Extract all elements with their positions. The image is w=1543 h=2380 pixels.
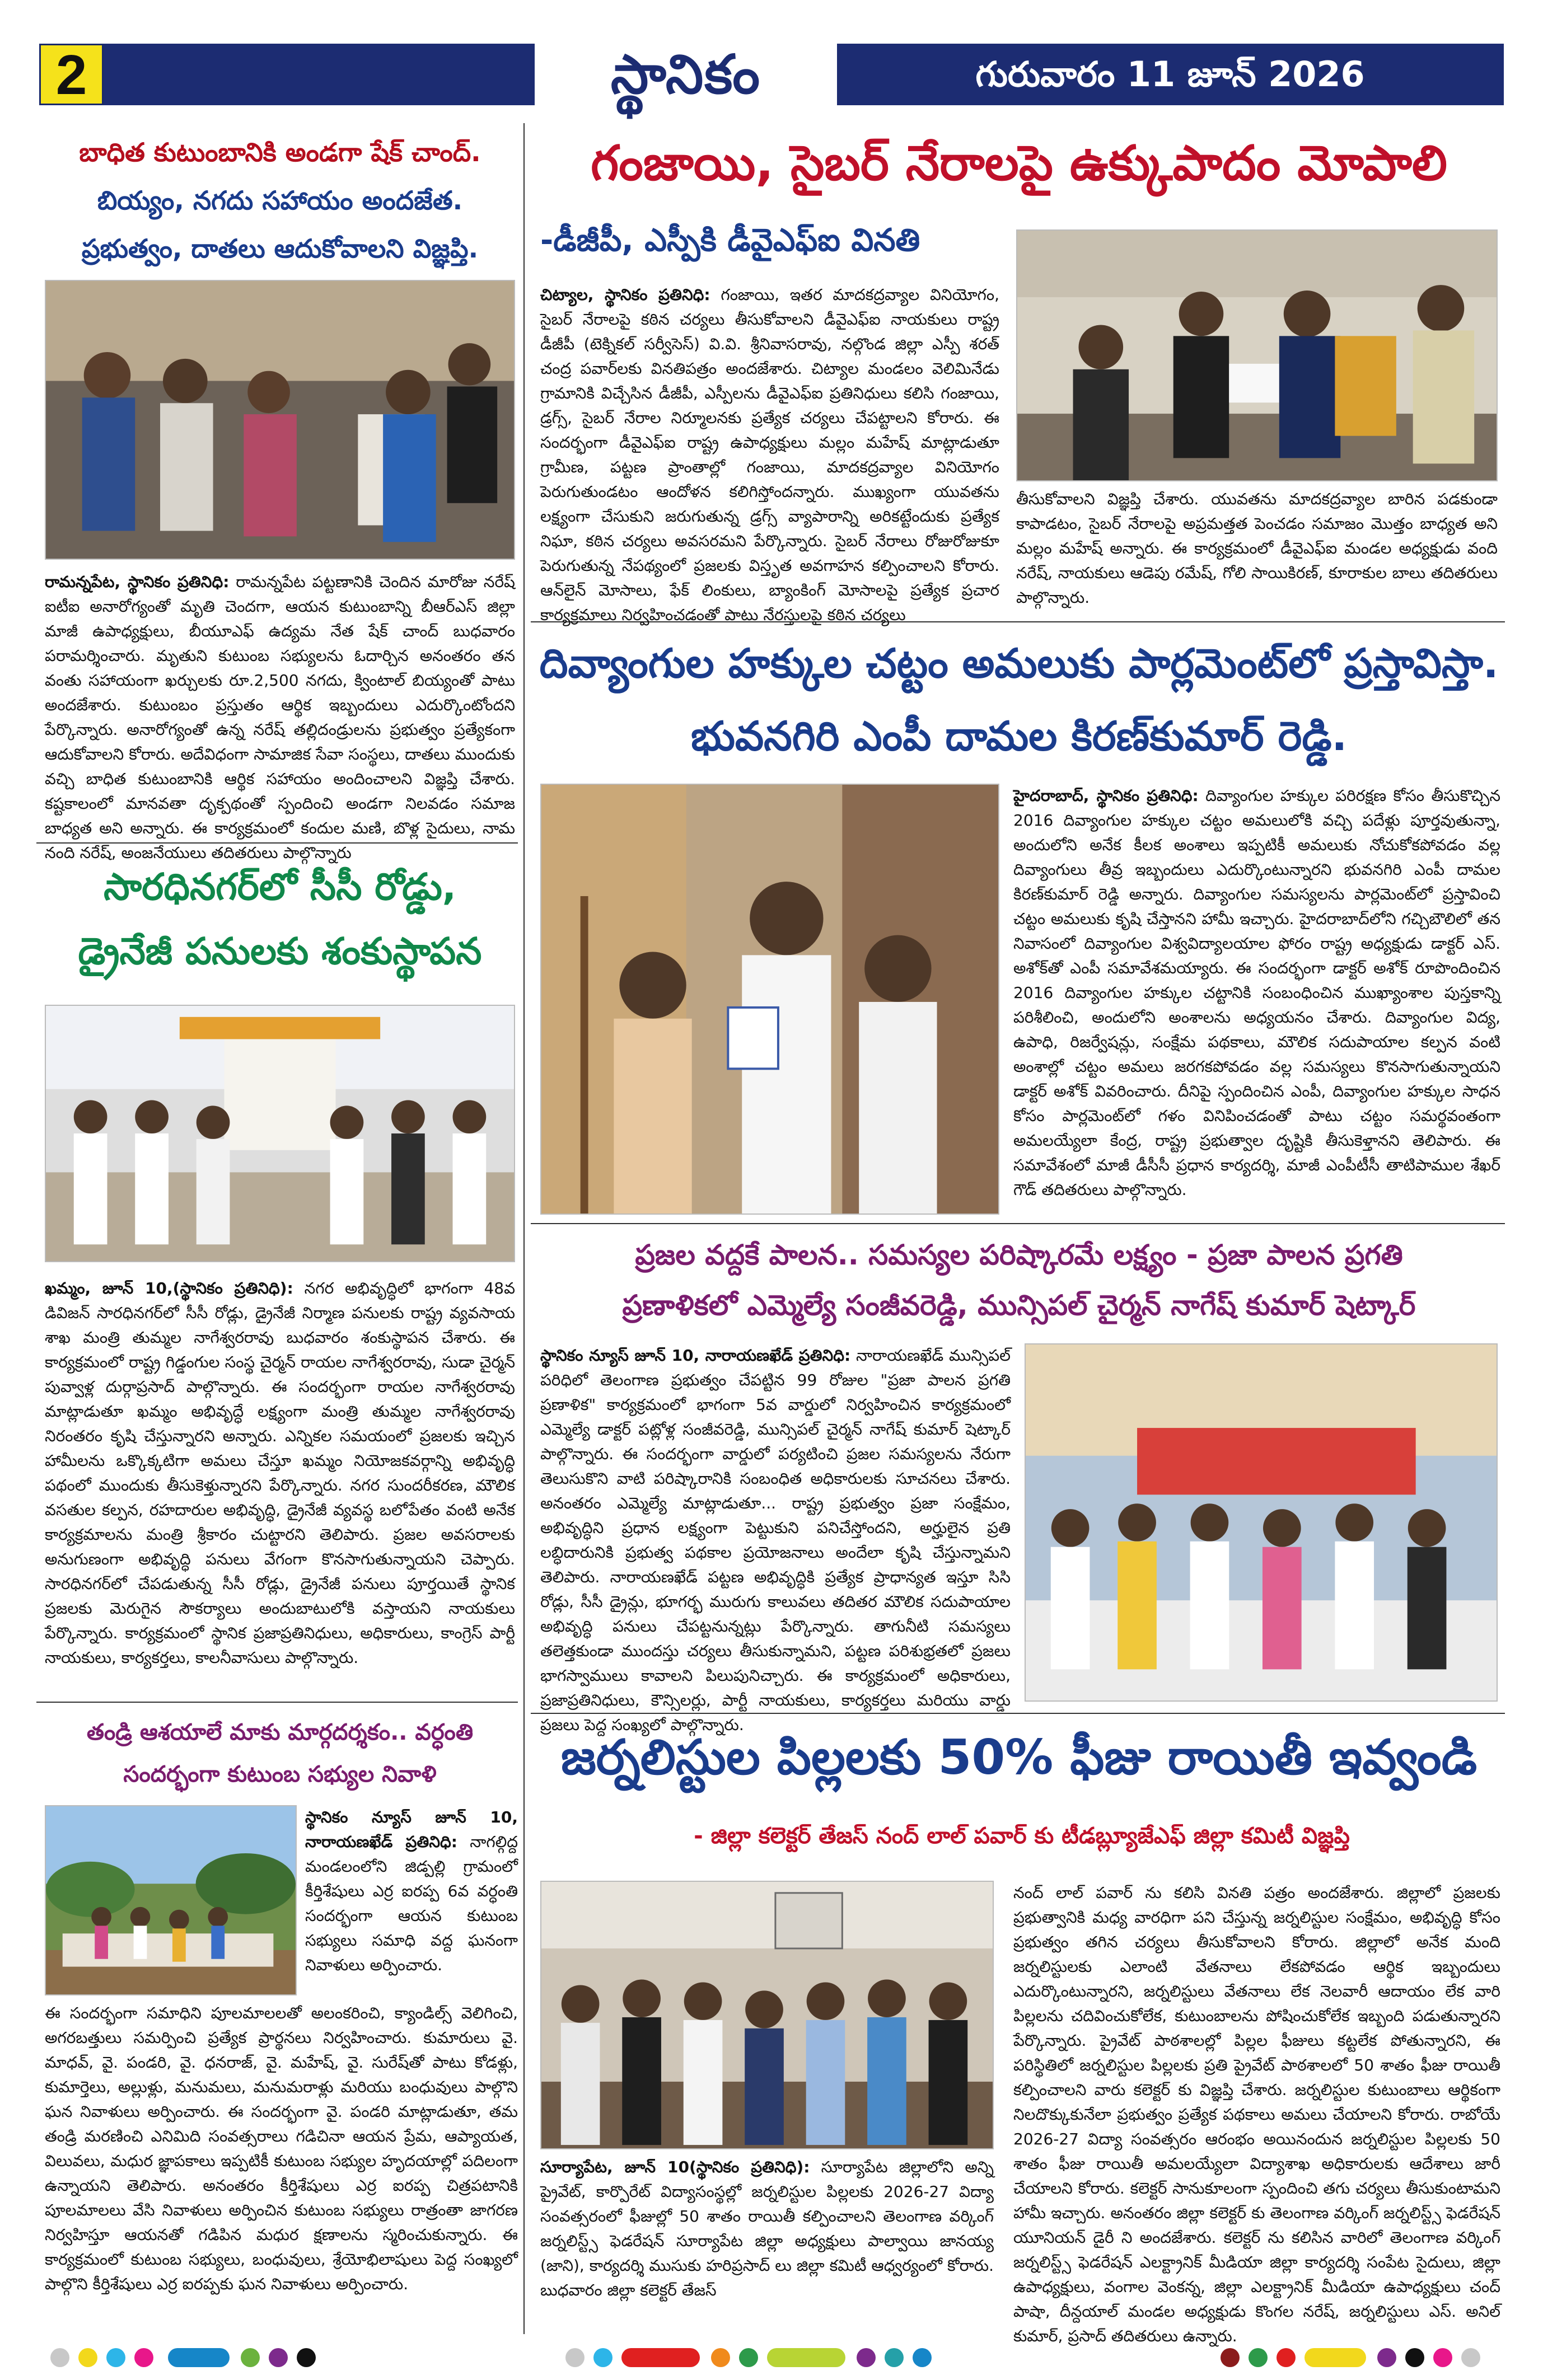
news-photo <box>540 784 999 1215</box>
color-dot <box>1277 2348 1296 2367</box>
subheadline: - జిల్లా కలెక్టర్ తేజస్ నంద్ లాల్ పవార్ కు టీడబ్ల్యూజేఎఫ్ జిల్లా కమిటీ విజ్ఞప్తి <box>694 1823 1350 1849</box>
article-body <box>1013 784 1500 1215</box>
headline-line: డ్రైనేజీ పనులకు శంకుస్థాపన <box>78 930 482 973</box>
masthead-date: గురువారం 11 జూన్ 2026 <box>975 54 1365 95</box>
color-dot <box>1249 2348 1268 2367</box>
body-text: దివ్యాంగుల హక్కుల పరిరక్షణ కోసం తీసుకొచ్చిన 2016 దివ్యాంగుల హక్కుల చట్టం అమలులోకి వచ్చి పదేళ్లు పూర్తవుతున్నా, అందులోని అనేక కీలక అంశాలు ఇప్పటికీ అమలుకు నోచుకోకపోవడం వల్ల దివ్యాంగులు తీవ్ర ఇబ్బందులు ఎదుర్కొంటున్నారని భువనగిరి ఎంపీ దామల కిరణ్‌కుమార్ రెడ్డి అన్నారు. దివ్యాంగుల సమస్యలను పార్లమెంట్‌లో ప్రస్తావించి చట్టం అమలుకు కృషి చేస్తానని హామీ ఇచ్చారు. హైదరాబాద్‌లోని గచ్చిబౌలిలో తన నివాసంలో దివ్యాంగుల విశ్వవిద్యాలయాల ఫోరం రాష్ట్ర అధ్యక్షుడు డాక్టర్ ఎస్. అశోక్‌తో ఎంపీ సమావేశమయ్యారు. ఈ సందర్భంగా డాక్టర్ అశోక్ రూపొందించిన 2016 దివ్యాంగుల హక్కుల చట్టానికి సంబంధించిన ముఖ్యాంశాల పుస్తకాన్ని పరిశీలించి, అందులోని అంశాలను అధ్యయనం చేశారు. దివ్యాంగుల విద్య, ఉపాధి, రిజర్వేషన్లు, సంక్షేమ పథకాలు, మౌలిక సదుపాయాల కల్పన వంటి అంశాల్లో చట్టం అమలు జరగకపోవడం వల్ల సమస్యలు కొనసాగుతున్నాయని డాక్టర్ అశోక్ వివరించారు. దీనిపై స్పందించిన ఎంపీ, దివ్యాంగుల హక్కుల సాధన కోసం పార్లమెంట్‌లో గళం వినిపించడంతో పాటు చట్టం సమర్థవంతంగా అమలయ్యేలా కేంద్ర, రాష్ట్ర ప్రభుత్వాల దృష్టికి తీసుకెళ్తానని తెలిపారు. ఈ సమావేశంలో మాజీ డీసీసీ ప్రధాన కార్యదర్శి, మాజీ ఎంపీటీసీ తాటిపాముల శేఖర్ గౌడ్ తదితరులు పాల్గొన్నారు. <box>1013 786 1500 1199</box>
headline-line: తండ్రి ఆశయాలే మాకు మార్గదర్శకం.. వర్ధంతి <box>86 1720 474 1745</box>
column-rule <box>523 123 525 2334</box>
headline-line: ప్రజల వద్దకే పాలన.. సమస్యల పరిష్కారమే లక్ష్యం - ప్రజా పాలన ప్రగతి <box>635 1239 1403 1271</box>
body-text: ఈ సందర్భంగా సమాధిని పూలమాలలతో అలంకరించి, క్యాండిల్స్ వెలిగించి, అగరబత్తులు సమర్పించి ప్రత్యేక ప్రార్థనలు నిర్వహించారు. కుమారులు వై. మాధవ్, వై. పండరి, వై. ధనరాజ్, వై. మహేష్, వై. సురేష్‌తో పాటు కోడళ్లు, కుమార్తెలు, అల్లుళ్లు, మనుమలు, మనుమరాళ్లు మరియు బంధువులు పాల్గొని ఘన నివాళులు అర్పించారు. ఈ సందర్భంగా వై. పండరి మాట్లాడుతూ, తమ తండ్రి మరణించి ఎనిమిది సంవత్సరాలు గడిచినా ఆయన ప్రేమ, ఆప్యాయత, విలువలు, మధుర జ్ఞాపకాలు ఇప్పటికీ కుటుంబ సభ్యుల హృదయాల్లో పదిలంగా ఉన్నాయని తెలిపారు. అనంతరం కీర్తిశేషులు ఎర్ర ఐరప్ప చిత్రపటానికి పూలమాలలు వేసి నివాళులు అర్పించిన కుటుంబ సభ్యులు రాత్రంతా జాగరణ నిర్వహిస్తూ ఆయనతో గడిపిన మధుర క్షణాలను స్మరించుకున్నారు. ఈ కార్యక్రమంలో కుటుంబ సభ్యులు, బంధువులు, శ్రేయోభిలాషులు పెద్ద సంఖ్యలో పాల్గొని కీర్తిశేషులు ఎర్ర ఐరప్పకు ఘన నివాళులు అర్పించారు. <box>45 2004 518 2293</box>
dateline: రామన్నపేట, స్థానికం ప్రతినిధి: <box>45 573 230 591</box>
color-bar <box>1304 2348 1366 2367</box>
article-body <box>540 283 999 624</box>
body-text: సూర్యాపేట జిల్లాలోని అన్ని ప్రైవేట్, కార్పొరేట్ విద్యాసంస్థల్లో జర్నలిస్టుల పిల్లలకు 2026-27 విద్యా సంవత్సరంలో ఫీజుల్లో 50 శాతం రాయితీ కల్పించాలని తెలంగాణ వర్కింగ్ జర్నలిస్ట్స్ ఫెడరేషన్ సూర్యాపేట జిల్లా అధ్యక్షులు పాల్వాయి జానయ్య (జాని), కార్యదర్శి ముసుకు హరిప్రసాద్ లు జిల్లా కమిటీ ఆధ్వర్యంలో కోరారు. బుధవారం జిల్లా కలెక్టర్ తేజస్ <box>540 2158 994 2299</box>
body-text: తీసుకోవాలని విజ్ఞప్తి చేశారు. యువతను మాదకద్రవ్యాల బారిన పడకుండా కాపాడటం, సైబర్ నేరాలపై అప్రమత్తత పెంచడం సమాజం మొత్తం బాధ్యత అని మల్లం మహేష్ అన్నారు. ఈ కార్యక్రమంలో డీవైఎఫ్ఐ మండల అధ్యక్షుడు వంది నరేష్, నాయకులు ఆడెపు రమేష్, గోలి సాయికిరణ్, కూరాకుల బాలు తదితరులు పాల్గొన్నారు. <box>1016 490 1498 607</box>
footer-color-strip <box>0 2348 1543 2367</box>
news-photo <box>45 1805 297 1995</box>
color-dot <box>1433 2348 1452 2367</box>
subheadline: -డీజీపీ, ఎస్పీకి డీవైఎఫ్ఐ వినతి <box>540 222 920 259</box>
headline-line: భువనగిరి ఎంపీ దామల కిరణ్‌కుమార్ రెడ్డి. <box>691 713 1347 760</box>
color-dot <box>1405 2348 1424 2367</box>
headline: జర్నలిస్టుల పిల్లలకు 50% ఫీజు రాయితీ ఇవ్వండి <box>560 1730 1477 1786</box>
body-text: నాగల్గిద్ద మండలంలోని జిడ్పల్లి గ్రామంలో కీర్తిశేషులు ఎర్ర ఐరప్ప 6వ వర్ధంతి సందర్భంగా ఆయన కుటుంబ సభ్యులు సమాధి వద్ద ఘనంగా నివాళులు అర్పించారు. <box>305 1833 518 1974</box>
color-dot <box>106 2348 125 2367</box>
color-dot <box>1377 2348 1396 2367</box>
article-body <box>45 1276 515 1696</box>
page-number: 2 <box>39 44 104 105</box>
dateline: హైదరాబాద్, స్థానికం ప్రతినిధి: <box>1013 786 1199 805</box>
section-rule <box>36 1702 518 1703</box>
headline-line: బియ్యం, నగదు సహాయం అందజేత. <box>97 185 463 215</box>
headline: గంజాయి, సైబర్ నేరాలపై ఉక్కుపాదం మోపాలి <box>591 135 1447 191</box>
headline-line: సందర్భంగా కుటుంబ సభ్యుల నివాళి <box>123 1761 437 1787</box>
color-dot <box>1221 2348 1240 2367</box>
news-photo <box>1025 1343 1498 1702</box>
dateline: స్థానికం న్యూస్ జూన్ 10, నారాయణఖేడ్ ప్రతినిధి: <box>540 1346 851 1365</box>
color-dot <box>857 2348 876 2367</box>
dateline: ఖమ్మం, జూన్ 10,(స్థానికం ప్రతినిధి): <box>45 1279 293 1297</box>
article-body <box>45 2001 518 2331</box>
headline-line: ప్రభుత్వం, దాతలు ఆదుకోవాలని విజ్ఞప్తి. <box>81 233 479 264</box>
article-body <box>1013 1881 1500 2345</box>
dateline: చిట్యాల, స్థానికం ప్రతినిధి: <box>540 285 710 304</box>
article-body <box>45 570 516 862</box>
color-bar <box>621 2348 700 2367</box>
article-body <box>540 1343 1011 1734</box>
color-bar <box>767 2348 845 2367</box>
news-photo <box>1016 229 1498 481</box>
news-photo <box>45 280 515 560</box>
section-rule <box>531 1223 1505 1224</box>
dateline: స్థానికం న్యూస్ జూన్ 10, నారాయణఖేడ్ ప్రతినిధి: <box>305 1808 518 1851</box>
color-dot <box>134 2348 153 2367</box>
headline-line: దివ్యాంగుల హక్కుల చట్టం అమలుకు పార్లమెంట్‌లో ప్రస్తావిస్తా. <box>539 640 1499 687</box>
body-text: నారాయణఖేడ్ మున్సిపల్ పరిధిలో తెలంగాణ ప్రభుత్వం చేపట్టిన 99 రోజుల "ప్రజా పాలన ప్రగతి ప్రణాళిక" కార్యక్రమంలో భాగంగా 5వ వార్డులో నిర్వహించిన కార్యక్రమంలో ఎమ్మెల్యే డాక్టర్ పట్లోళ్ల సంజీవరెడ్డి, మున్సిపల్ చైర్మన్ నాగేష్ కుమార్ షెట్కార్ పాల్గొన్నారు. ఈ సందర్భంగా వార్డులో పర్యటించి ప్రజల సమస్యలను నేరుగా తెలుసుకొని వాటి పరిష్కారానికి సంబంధిత అధికారులకు సూచనలు చేశారు. అనంతరం ఎమ్మెల్యే మాట్లాడుతూ... రాష్ట్ర ప్రభుత్వం ప్రజా సంక్షేమం, అభివృద్ధిని ప్రధాన లక్ష్యంగా పెట్టుకుని పనిచేస్తోందని, అర్హులైన ప్రతి లబ్ధిదారునికి ప్రభుత్వ పథకాల ప్రయోజనాలు అందేలా కృషి చేస్తున్నామని తెలిపారు. నారాయణఖేడ్ పట్టణ అభివృద్ధికి ప్రత్యేక ప్రాధాన్యత ఇస్తూ సిసి రోడ్లు, సీసీ డ్రైన్లు, భూగర్భ మురుగు కాలువలు తదితర మౌలిక సదుపాయాల అభివృద్ధి పనులు చేపట్టనున్నట్లు పేర్కొన్నారు. తాగునీటి సమస్యలు తలెత్తకుండా ముందస్తు చర్యలు తీసుకున్నామని, పట్టణ పరిశుభ్రతలో ప్రజలు భాగస్వాములు కావాలని పిలుపునిచ్చారు. ఈ కార్యక్రమంలో అధికారులు, ప్రజాప్రతినిధులు, కౌన్సిలర్లు, పార్టీ నాయకులు, కార్యకర్తలు మరియు వార్డు ప్రజలు పెద్ద సంఖ్యలో పాల్గొన్నారు. <box>540 1346 1011 1734</box>
body-text: గంజాయి, ఇతర మాదకద్రవ్యాల వినియోగం, సైబర్ నేరాలపై కఠిన చర్యలు తీసుకోవాలని డీవైఎఫ్ఐ నాయకులు రాష్ట్ర డీజీపీ (టెక్నికల్ సర్వీసెస్) వి.వి. శ్రీనివాసరావు, నల్గొండ జిల్లా ఎస్పీ శరత్ చంద్ర పవార్‌లకు వినతిపత్రం అందజేశారు. చిట్యాల మండలం వెలిమినేడు గ్రామానికి విచ్చేసిన డీజీపీ, ఎస్పీలను డీవైఎఫ్ఐ ప్రతినిధులు కలిసి గంజాయి, డ్రగ్స్, సైబర్ నేరాల నిర్మూలనకు ప్రత్యేక చర్యలు చేపట్టాలని కోరారు. ఈ సందర్భంగా డీవైఎఫ్ఐ రాష్ట్ర ఉపాధ్యక్షులు మల్లం మహేష్ మాట్లాడుతూ గ్రామీణ, పట్టణ ప్రాంతాల్లో గంజాయి, మాదకద్రవ్యాల వినియోగం పెరుగుతుండటం ఆందోళన కలిగిస్తోందన్నారు. ముఖ్యంగా యువతను లక్ష్యంగా చేసుకుని జరుగుతున్న డ్రగ్స్ వ్యాపారాన్ని అరికట్టేందుకు ప్రత్యేక నిఘా, కఠిన చర్యలు అవసరమని పేర్కొన్నారు. సైబర్ నేరాలు రోజురోజుకూ పెరుగుతున్న నేపథ్యంలో ప్రజలకు విస్తృత అవగాహన కల్పించాలని కోరారు. ఆన్‌లైన్ మోసాలు, ఫేక్ లింకులు, బ్యాంకింగ్ మోసాలపై ప్రత్యేక ప్రచార కార్యక్రమాలు నిర్వహించడంతో పాటు నేరస్తులపై కఠిన చర్యలు <box>540 285 999 624</box>
color-bar <box>168 2348 230 2367</box>
color-dot <box>50 2348 69 2367</box>
body-text: నగర అభివృద్ధిలో భాగంగా 48వ డివిజన్ సారధినగర్‌లో సీసీ రోడ్లు, డ్రైనేజీ నిర్మాణ పనులకు రాష్ట్ర వ్యవసాయ శాఖ మంత్రి తుమ్మల నాగేశ్వరరావు బుధవారం శంకుస్థాపన చేశారు. ఈ కార్యక్రమంలో రాష్ట్ర గిడ్డంగుల సంస్థ చైర్మన్ రాయల నాగేశ్వరరావు, సుడా చైర్మన్ పువ్వాళ్ల దుర్గాప్రసాద్ పాల్గొన్నారు. ఈ సందర్భంగా రాయల నాగేశ్వరరావు మాట్లాడుతూ ఖమ్మం అభివృద్ధే లక్ష్యంగా మంత్రి తుమ్మల నాగేశ్వరరావు నిరంతరం కృషి చేస్తున్నారని అన్నారు. ఎన్నికల సమయంలో ప్రజలకు ఇచ్చిన హామీలను ఒక్కొక్కటిగా అమలు చేస్తూ ఖమ్మం నియోజకవర్గాన్ని అభివృద్ధి పథంలో ముందుకు తీసుకెళ్తున్నారని పేర్కొన్నారు. నగర సుందరీకరణ, మౌలిక వసతుల కల్పన, రహదారుల అభివృద్ధి, డ్రైనేజీ వ్యవస్థ బలోపేతం వంటి అనేక కార్యక్రమాలను మంత్రి శ్రీకారం చుట్టారని తెలిపారు. ప్రజల అవసరాలకు అనుగుణంగా అభివృద్ధి పనులు వేగంగా కొనసాగుతున్నాయని చెప్పారు. సారధినగర్‌లో చేపడుతున్న సీసీ రోడ్లు, డ్రైనేజీ పనులు పూర్తయితే స్థానిక ప్రజలకు మెరుగైన సౌకర్యాలు అందుబాటులోకి వస్తాయని నాయకులు పేర్కొన్నారు. కార్యక్రమంలో స్థానిక ప్రజాప్రతినిధులు, అధికారులు, కాంగ్రెస్ పార్టీ నాయకులు, కార్యకర్తలు, కాలనీవాసులు పాల్గొన్నారు. <box>45 1279 515 1667</box>
color-dot <box>885 2348 904 2367</box>
article-body <box>305 1805 518 1995</box>
news-photo <box>540 1881 994 2149</box>
color-dot <box>241 2348 260 2367</box>
color-dot <box>565 2348 585 2367</box>
body-text: నంద్ లాల్ పవార్ ను కలిసి వినతి పత్రం అందజేశారు. జిల్లాలో ప్రజలకు ప్రభుత్వానికి మధ్య వారధిగా పని చేస్తున్న జర్నలిస్టుల సంక్షేమం, అభివృద్ధి కోసం ప్రభుత్వం తగిన చర్యలు తీసుకోవాలని కోరారు. జిల్లాలో అనేక మంది జర్నలిస్టులకు ఎలాంటి వేతనాలు లేకపోవడం ఆర్థిక ఇబ్బందులు ఎదుర్కొంటున్నారని, జర్నలిస్టులు వేతనాలు లేక నెలవారీ ఆదాయం లేక వారి పిల్లలను చదివించుకోలేక, కుటుంబాలను పోషించుకోలేక ఇబ్బంది పడుతున్నారని పేర్కొన్నారు. ప్రైవేట్ పాఠశాలల్లో పిల్లల ఫీజులు కట్టలేక పోతున్నారని, ఈ పరిస్థితిలో జర్నలిస్టుల పిల్లలకు ప్రతి ప్రైవేట్ పాఠశాలలో 50 శాతం ఫీజు రాయితీ కల్పించాలని వారు కలెక్టర్ కు విజ్ఞప్తి చేశారు. జర్నలిస్టుల కుటుంబాలు ఆర్థికంగా నిలదొక్కుకునేలా ప్రభుత్వం ప్రత్యేక పథకాలు అమలు చేయాలని కోరారు. రాబోయే 2026-27 విద్యా సంవత్సరం ఆరంభం అయినందున జర్నలిస్టుల పిల్లలకు 50 శాతం ఫీజు రాయితీ అమలయ్యేలా విద్యాశాఖ అధికారులకు ఆదేశాలు జారీ చేయాలని కోరారు. కలెక్టర్ సానుకూలంగా స్పందించి తగు చర్యలు తీసుకుంటామని హామీ ఇచ్చారు. అనంతరం జిల్లా కలెక్టర్ కు తెలంగాణ వర్కింగ్ జర్నలిస్ట్స్ ఫెడరేషన్ యూనియన్ డైరీ ని అందజేశారు. కలెక్టర్ ను కలిసిన వారిలో తెలంగాణ వర్కింగ్ జర్నలిస్ట్స్ ఫెడరేషన్ ఎలక్ట్రానిక్ మీడియా జిల్లా కార్యదర్శి సంపేట సైదులు, జిల్లా ఉపాధ్యక్షులు, వంగాల వెంకన్న, జిల్లా ఎలక్ట్రానిక్ మీడియా ఉపాధ్యక్షులు చంద్ పాషా, దీన్దయాల్ మండల అధ్యక్షుడు కొంగల నరేష్, జర్నలిస్టులు ఎస్. అనిల్ కుమార్, ప్రసాద్ తదితరులు ఉన్నారు. <box>1013 1884 1500 2345</box>
body-text: రామన్నపేట పట్టణానికి చెందిన మారోజు నరేష్ ఐటీఐ అనారోగ్యంతో మృతి చెందగా, ఆయన కుటుంబాన్ని బీఆర్ఎస్ జిల్లా మాజీ ఉపాధ్యక్షులు, బీయూఎఫ్ ఉద్యమ నేత షేక్ చాంద్ బుధవారం పరామర్శించారు. మృతుని కుటుంబ సభ్యులను ఓదార్చిన అనంతరం తన వంతు సహాయంగా ఖర్చులకు రూ.2,500 నగదు, క్వింటాల్ బియ్యంతో పాటు అందజేశారు. కుటుంబం ప్రస్తుతం ఆర్థిక ఇబ్బందులు ఎదుర్కొంటోందని పేర్కొన్నారు. అనారోగ్యంతో ఉన్న నరేష్ తల్లిదండ్రులను ప్రభుత్వం ప్రత్యేకంగా ఆదుకోవాలని కోరారు. అదేవిధంగా సామాజిక సేవా సంస్థలు, దాతలు ముందుకు వచ్చి బాధిత కుటుంబానికి ఆర్థిక సహాయం అందించాలని విజ్ఞప్తి చేశారు. కష్టకాలంలో మానవతా దృక్పథంతో స్పందించి అండగా నిలవడం సమాజ బాధ్యత అని అన్నారు. ఈ కార్యక్రమంలో కందుల మణి, బొళ్ల సైదులు, నామ నంది నరేష్, అంజనేయులు తదితరులు పాల్గొన్నారు <box>45 573 516 862</box>
color-dot <box>593 2348 612 2367</box>
color-dot <box>78 2348 97 2367</box>
headline-line: సారధినగర్‌లో సీసీ రోడ్డు, <box>104 865 456 908</box>
color-dot <box>711 2348 730 2367</box>
color-dot <box>739 2348 758 2367</box>
color-dot <box>1461 2348 1480 2367</box>
color-dot <box>297 2348 316 2367</box>
news-photo <box>45 1005 515 1262</box>
headline-line: ప్రణాళికలో ఎమ్మెల్యే సంజీవరెడ్డి, మున్సిపల్ చైర్మన్ నాగేష్ కుమార్ షెట్కార్ <box>622 1289 1416 1322</box>
color-dot <box>913 2348 932 2367</box>
article-body <box>1016 487 1498 619</box>
masthead-left-band <box>104 44 535 105</box>
masthead-title: స్థానికం <box>610 43 761 106</box>
article-body <box>540 2155 994 2334</box>
headline-line: బాధిత కుటుంబానికి అండగా షేక్ చాంద్. <box>79 137 481 167</box>
dateline: సూర్యాపేట, జూన్ 10(స్థానికం ప్రతినిధి): <box>540 2158 810 2176</box>
color-dot <box>269 2348 288 2367</box>
